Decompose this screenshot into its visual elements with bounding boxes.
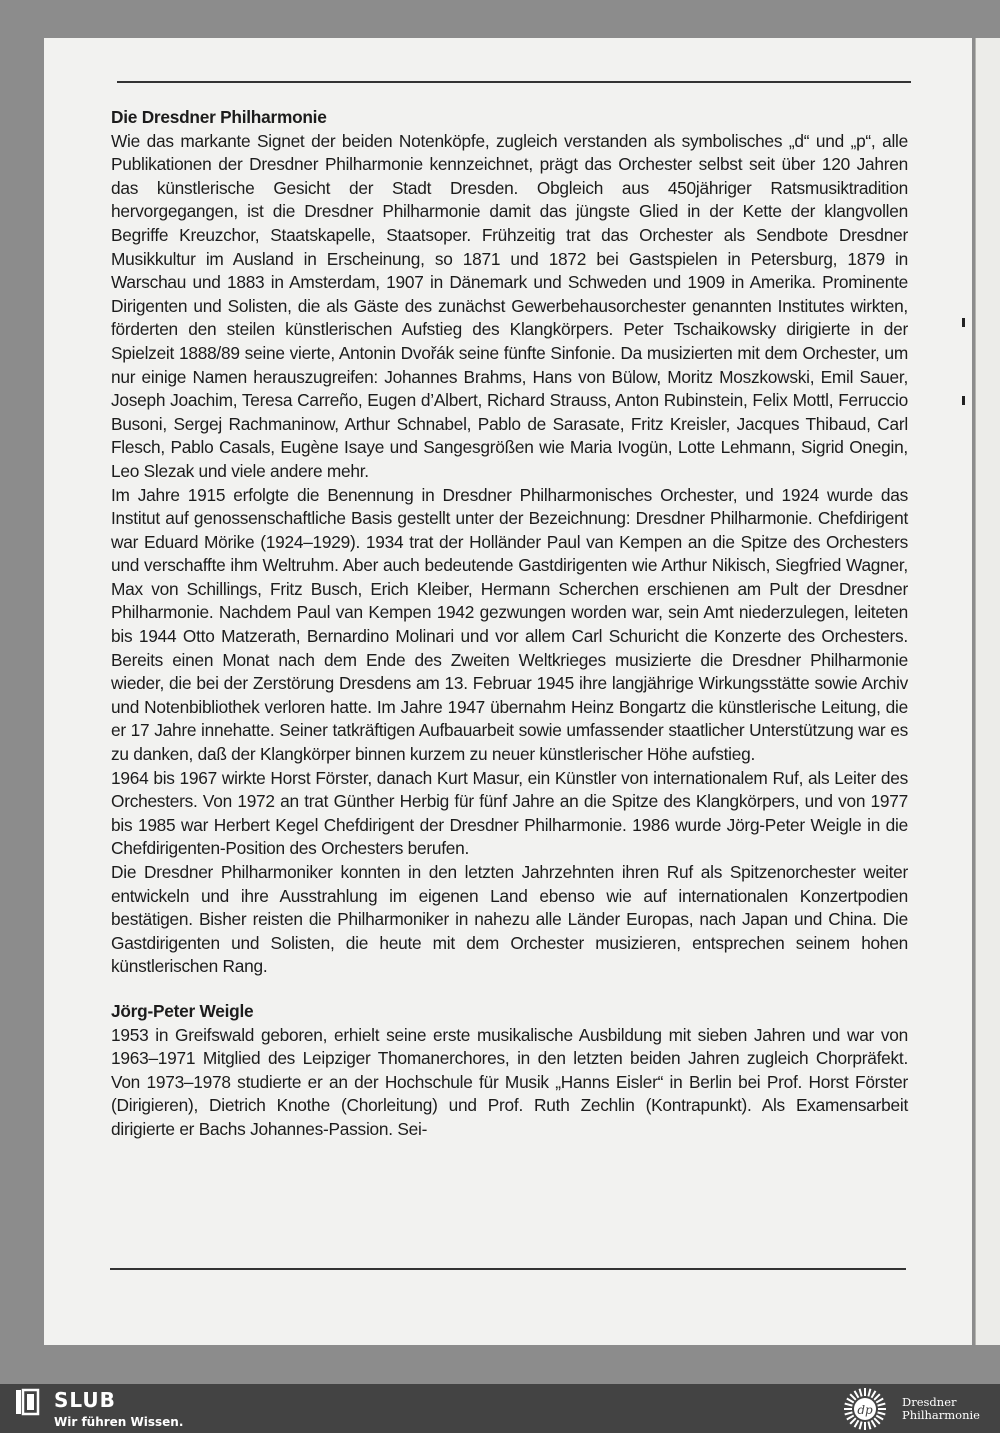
article-body	[111, 106, 908, 1142]
paragraph: Wie das markante Signet der beiden Notenköpfe, zugleich verstanden als symbolisches „d“ und „p“, alle Publikationen der Dresdner Philharmonie kennzeichnet, prägt das Orchester selbst seit über 120 Jahren das künstlerische Gesicht der Stadt Dresden. Obgleich aus 450jähriger Ratsmusiktradition hervorgegangen, ist die Dresdner Philharmonie damit das jüngste Glied in der Kette der klangvollen Begriffe Kreuzchor, Staatskapelle, Staatsoper. Frühzeitig trat das Orchester als Sendbote Dresdner Musikkultur im Ausland in Erscheinung, so 1871 und 1872 bei Gastspielen in Petersburg, 1879 in Warschau und 1883 in Amsterdam, 1907 in Dänemark und Schweden und 1909 in Amerika. Prominente Dirigenten und Solisten, die als Gäste des zunächst Gewerbehausorchester genannten Institutes wirkten, förderten den steilen künstlerischen Aufstieg des Klangkörpers. Peter Tschaikowsky dirigierte in der Spielzeit 1888/89 seine vierte, Antonin Dvořák seine fünfte Sinfonie. Da musizierten mit dem Orchester, um nur einige Namen herauszugreifen: Johannes Brahms, Hans von Bülow, Moritz Moszkowski, Emil Sauer, Joseph Joachim, Teresa Carreño, Eugen d’Albert, Richard Strauss, Anton Rubinstein, Felix Mottl, Ferruccio Busoni, Sergej Rachmaninow, Arthur Schnabel, Pablo de Sarasate, Fritz Kreisler, Jacques Thibaud, Carl Flesch, Pablo Casals, Eugène Isaye und Sangesgrößen wie Maria Ivogün, Lotte Lehmann, Sigrid Onegin, Leo Slezak und viele andere mehr.	[111, 130, 908, 481]
page-mark	[962, 318, 965, 327]
paragraph: 1964 bis 1967 wirkte Horst Förster, danach Kurt Masur, ein Künstler von internationalem Ruf, als Leiter des Orchesters. Von 1972 an trat Günther Herbig für fünf Jahre an die Spitze des Klangkörpers, und von 1977 bis 1985 war Herbert Kegel Chefdirigent der Dresdner Philharmonie. 1986 wurde Jörg-Peter Weigle in die Chefdirigenten-Position des Orchesters berufen.	[111, 767, 908, 859]
next-page-edge	[975, 38, 1000, 1345]
section-heading: Die Dresdner Philharmonie	[111, 107, 327, 127]
orchestra-name-line2: Philharmonie	[902, 1407, 980, 1422]
orchestra-name	[902, 1396, 980, 1421]
page-mark	[962, 396, 965, 405]
orchestra-logo-icon	[842, 1386, 888, 1432]
orchestra-name-line1: Dresdner	[902, 1395, 957, 1409]
slub-book-icon	[15, 1388, 41, 1418]
library-tagline: Wir führen Wissen.	[54, 1415, 184, 1429]
paragraph: 1953 in Greifswald geboren, erhielt seine erste musikalische Ausbildung mit sieben Jahren und war von 1963–1971 Mitglied des Leipziger Thomanerchores, in den letzten beiden Jahren zugleich Chorpräfekt. Von 1973–1978 studierte er an der Hochschule für Musik „Hanns Eisler“ in Berlin bei Prof. Horst Förster (Dirigieren), Dietrich Knothe (Chorleitung) und Prof. Ruth Zechlin (Kontrapunkt). Als Examensarbeit dirigierte er Bachs Johannes-Passion. Sei-	[111, 1024, 908, 1139]
section-heading: Jörg-Peter Weigle	[111, 1000, 254, 1021]
library-name: SLUB	[54, 1388, 116, 1412]
bottom-rule	[110, 1268, 906, 1270]
paragraph: Im Jahre 1915 erfolgte die Benennung in Dresdner Philharmonisches Orchester, und 1924 wurde das Institut auf genossenschaftliche Basis gestellt unter der Bezeichnung: Dresdner Philharmonie. Chefdirigent war Eduard Mörike (1924–1929). 1934 trat der Holländer Paul van Kempen an die Spitze des Orchesters und verschaffte ihm Weltruhm. Aber auch bedeutende Gastdirigenten wie Arthur Nikisch, Siegfried Wagner, Max von Schillings, Fritz Busch, Erich Kleiber, Hermann Scherchen erschienen am Pult der Dresdner Philharmonie. Nachdem Paul van Kempen 1942 gezwungen worden war, sein Amt niederzulegen, leiteten bis 1944 Otto Matzerath, Bernardino Molinari und vor allem Carl Schuricht die Konzerte des Orchesters. Bereits einen Monat nach dem Ende des Zweiten Weltkrieges musizierte die Dresdner Philharmonie wieder, die bei der Zerstörung Dresdens am 13. Februar 1945 ihre langjährige Wirkungsstätte sowie Archiv und Notenbibliothek verloren hatte. Im Jahre 1947 übernahm Heinz Bongartz die künstlerische Leitung, die er 17 Jahre innehatte. Seiner tatkräftigen Aufbauarbeit sowie umfassender staatlicher Unterstützung war es zu danken, daß der Klangkörper binnen kurzem zu neuer künstlerischer Höhe aufstieg.	[111, 484, 908, 765]
svg-text:dp: dp	[857, 1403, 873, 1417]
paragraph: Die Dresdner Philharmoniker konnten in den letzten Jahrzehnten ihren Ruf als Spitzenorchester weiter entwickeln und ihre Ausstrahlung im eigenen Land ebenso wie auf internationalen Konzertpodien bestätigen. Bisher reisten die Philharmoniker in nahezu alle Länder Europas, nach Japan und China. Die Gastdirigenten und Solisten, die heute mit dem Orchester musizieren, entsprechen seinem hohen künstlerischen Rang.	[111, 862, 908, 977]
top-rule	[117, 81, 911, 83]
